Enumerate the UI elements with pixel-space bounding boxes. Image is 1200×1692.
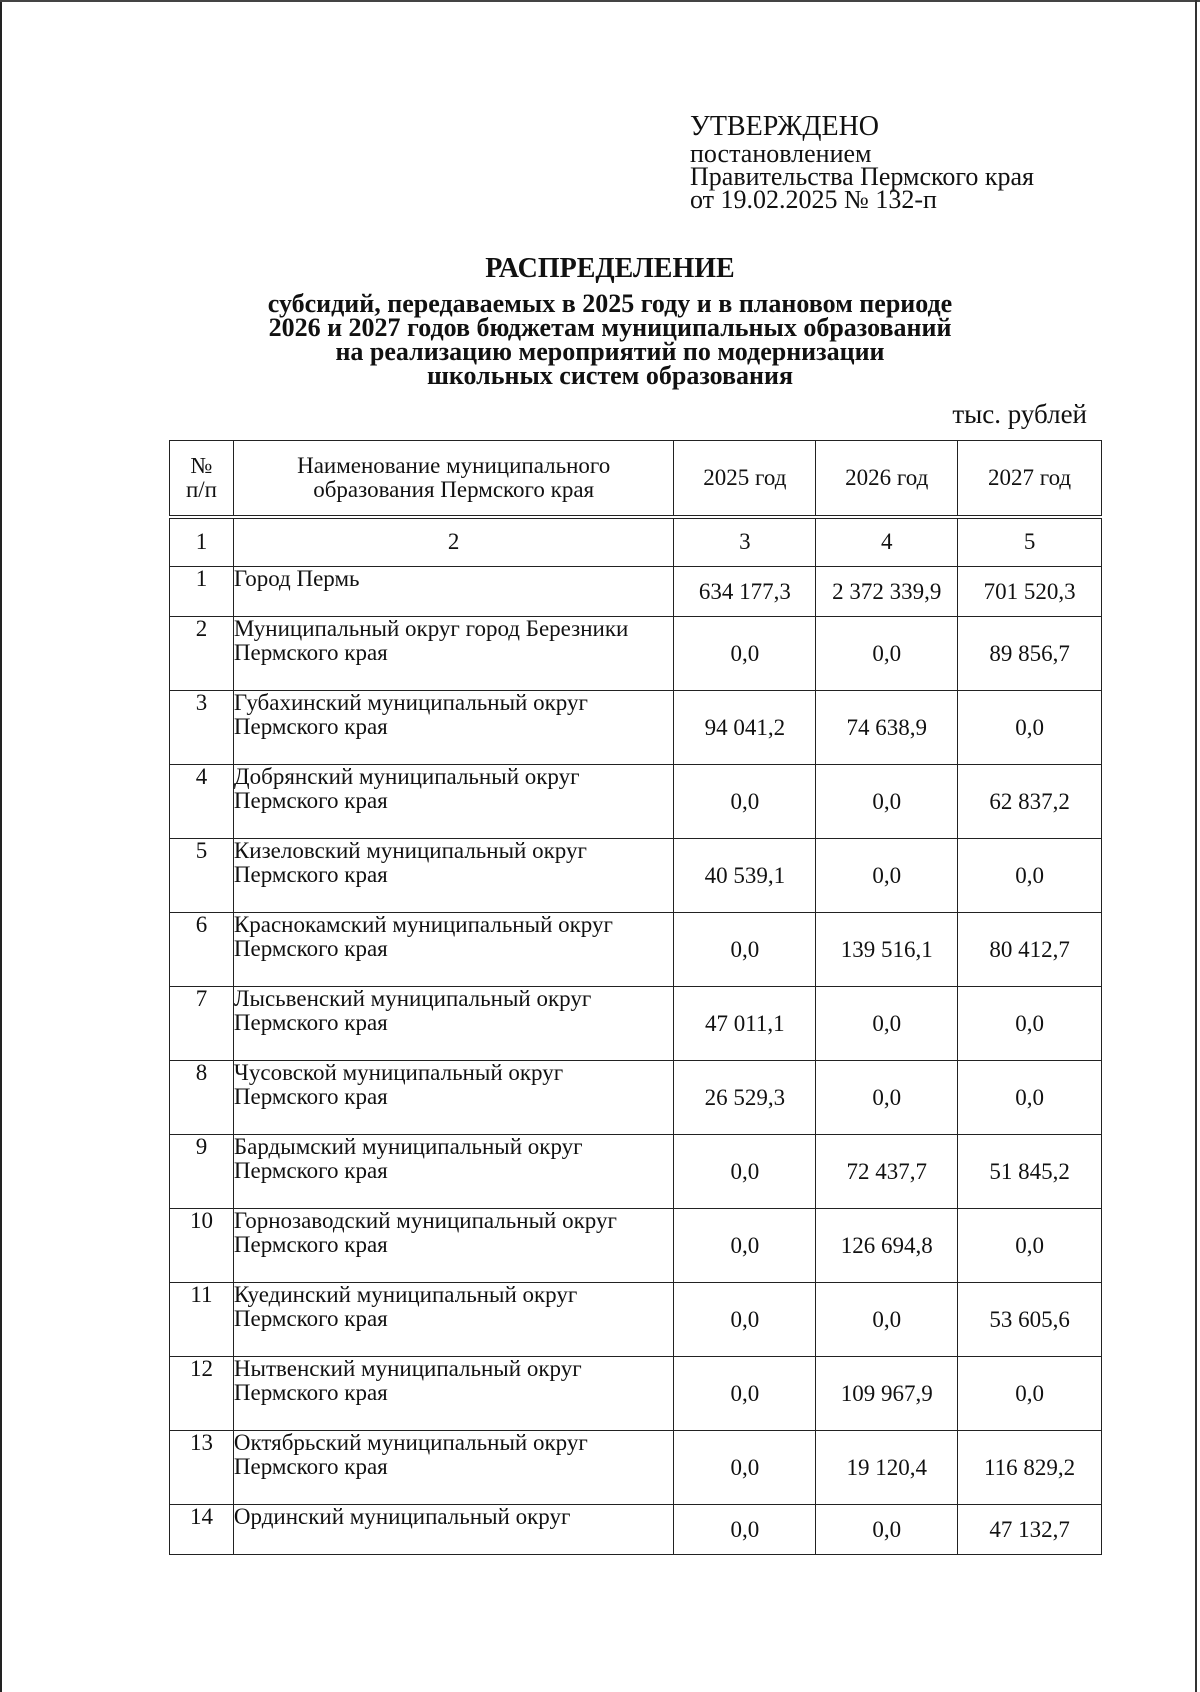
municipality-name [233,1357,674,1431]
table-header-row [170,441,1102,517]
document-title: РАСПРЕДЕЛЕНИЕ [485,253,735,284]
municipality-name-line-2: Пермского края [233,640,388,665]
value-2027: 53 605,6 [958,1283,1102,1357]
table-row [170,1209,1102,1283]
distribution-table [169,440,1102,1555]
value-2027: 47 132,7 [958,1505,1102,1555]
municipality-name [233,617,674,691]
table-row [170,617,1102,691]
row-number: 14 [170,1505,234,1555]
value-2026: 72 437,7 [816,1135,958,1209]
subtitle-line-1: субсидий, передаваемых в 2025 году и в плановом периоде [267,289,953,318]
value-2025: 0,0 [674,1283,816,1357]
row-number: 5 [170,839,234,913]
subtitle-line-3: на реализацию мероприятий по модернизации [335,337,885,366]
row-number: 7 [170,987,234,1061]
page-edge-left [0,0,2,1692]
header-2025: 2025 год [674,441,816,517]
municipality-name [233,691,674,765]
municipality-name-line-1: Губахинский муниципальный округ [233,690,588,715]
column-number: 2 [233,517,674,567]
approval-line-2: Правительства Пермского края [690,162,1034,191]
approval-line-3: от 19.02.2025 № 132-п [690,185,937,214]
value-2026: 19 120,4 [816,1431,958,1505]
municipality-name [233,987,674,1061]
row-number: 12 [170,1357,234,1431]
municipality-name-line-2: Пермского края [233,1380,388,1405]
value-2026: 0,0 [816,617,958,691]
subtitle-line-2: 2026 и 2027 годов бюджетам муниципальных образований [268,313,952,342]
row-number: 6 [170,913,234,987]
row-number: 9 [170,1135,234,1209]
column-number: 5 [958,517,1102,567]
municipality-name-line-1: Нытвенский муниципальный округ [233,1356,582,1381]
table-row [170,913,1102,987]
value-2027: 89 856,7 [958,617,1102,691]
value-2025: 0,0 [674,913,816,987]
value-2025: 0,0 [674,617,816,691]
municipality-name [233,1431,674,1505]
municipality-name-line-2: Пермского края [233,1454,388,1479]
row-number: 11 [170,1283,234,1357]
table-row [170,1357,1102,1431]
subtitle-line-4: школьных систем образования [426,361,794,390]
approval-line-1: постановлением [690,139,872,168]
value-2025: 0,0 [674,765,816,839]
municipality-name-line-1: Горнозаводский муниципальный округ [233,1208,617,1233]
municipality-name [233,765,674,839]
header-2027: 2027 год [958,441,1102,517]
value-2027: 116 829,2 [958,1431,1102,1505]
value-2027: 0,0 [958,691,1102,765]
municipality-name-line-2: Пермского края [233,788,388,813]
value-2026: 74 638,9 [816,691,958,765]
value-2025: 634 177,3 [674,567,816,617]
value-2027: 0,0 [958,987,1102,1061]
municipality-name [233,1505,674,1555]
row-number: 4 [170,765,234,839]
row-number: 1 [170,567,234,617]
table-row [170,987,1102,1061]
document-subtitle [160,289,1060,390]
value-2026: 0,0 [816,765,958,839]
row-number: 10 [170,1209,234,1283]
value-2026: 0,0 [816,1061,958,1135]
municipality-name-line-1: Чусовской муниципальный округ [233,1060,564,1085]
row-number: 3 [170,691,234,765]
municipality-name-line-2: Пермского края [233,1158,388,1183]
municipality-name-line-1: Добрянский муниципальный округ [233,764,580,789]
approval-title: УТВЕРЖДЕНО [690,111,880,142]
municipality-name [233,839,674,913]
value-2025: 94 041,2 [674,691,816,765]
page-edge-right [1195,0,1197,1692]
header-2026: 2026 год [816,441,958,517]
table-row [170,1283,1102,1357]
column-number: 4 [816,517,958,567]
header-number: № п/п [170,441,234,517]
value-2027: 80 412,7 [958,913,1102,987]
table-row [170,1061,1102,1135]
municipality-name-line-2: Пермского края [233,714,388,739]
row-number: 13 [170,1431,234,1505]
table-row [170,839,1102,913]
table-row [170,1431,1102,1505]
approval-stamp [690,111,1034,214]
value-2025: 0,0 [674,1209,816,1283]
municipality-name-line-2: Пермского края [233,1010,388,1035]
value-2025: 0,0 [674,1135,816,1209]
row-number: 2 [170,617,234,691]
value-2025: 26 529,3 [674,1061,816,1135]
value-2025: 0,0 [674,1431,816,1505]
value-2025: 0,0 [674,1357,816,1431]
value-2027: 0,0 [958,839,1102,913]
value-2026: 109 967,9 [816,1357,958,1431]
municipality-name [233,1283,674,1357]
value-2027: 62 837,2 [958,765,1102,839]
value-2026: 0,0 [816,987,958,1061]
row-number: 8 [170,1061,234,1135]
municipality-name [233,567,674,617]
value-2026: 0,0 [816,1505,958,1555]
municipality-name-line-1: Муниципальный округ город Березники [233,616,629,641]
value-2026: 126 694,8 [816,1209,958,1283]
value-2027: 701 520,3 [958,567,1102,617]
value-2027: 0,0 [958,1209,1102,1283]
municipality-name [233,1135,674,1209]
municipality-name-line-1: Кизеловский муниципальный округ [233,838,587,863]
units-label: тыс. рублей [952,399,1087,429]
column-number: 3 [674,517,816,567]
municipality-name-line-1: Город Пермь [233,566,360,591]
value-2026: 0,0 [816,1283,958,1357]
municipality-name-line-1: Бардымский муниципальный округ [233,1134,583,1159]
table-row [170,691,1102,765]
table-row [170,1135,1102,1209]
municipality-name [233,913,674,987]
municipality-name-line-1: Октябрьский муниципальный округ [233,1430,588,1455]
municipality-name-line-2: Пермского края [233,936,388,961]
municipality-name-line-1: Краснокамский муниципальный округ [233,912,613,937]
header-municipality-name: Наименование муниципального образования Пермского края [233,441,674,517]
value-2027: 0,0 [958,1357,1102,1431]
municipality-name [233,1209,674,1283]
municipality-name [233,1061,674,1135]
column-number-row [170,517,1102,567]
municipality-name-line-1: Ординский муниципальный округ [233,1504,571,1529]
page-edge-top [0,0,1200,2]
table-row [170,765,1102,839]
table-row [170,1505,1102,1555]
municipality-name-line-2: Пермского края [233,1232,388,1257]
table-row [170,567,1102,617]
municipality-name-line-2: Пермского края [233,1084,388,1109]
value-2026: 2 372 339,9 [816,567,958,617]
municipality-name-line-2: Пермского края [233,1306,388,1331]
value-2025: 0,0 [674,1505,816,1555]
value-2025: 40 539,1 [674,839,816,913]
value-2026: 0,0 [816,839,958,913]
municipality-name-line-2: Пермского края [233,862,388,887]
municipality-name-line-1: Куединский муниципальный округ [233,1282,578,1307]
column-number: 1 [170,517,234,567]
value-2025: 47 011,1 [674,987,816,1061]
municipality-name-line-1: Лысьвенский муниципальный округ [233,986,592,1011]
value-2027: 51 845,2 [958,1135,1102,1209]
value-2027: 0,0 [958,1061,1102,1135]
value-2026: 139 516,1 [816,913,958,987]
